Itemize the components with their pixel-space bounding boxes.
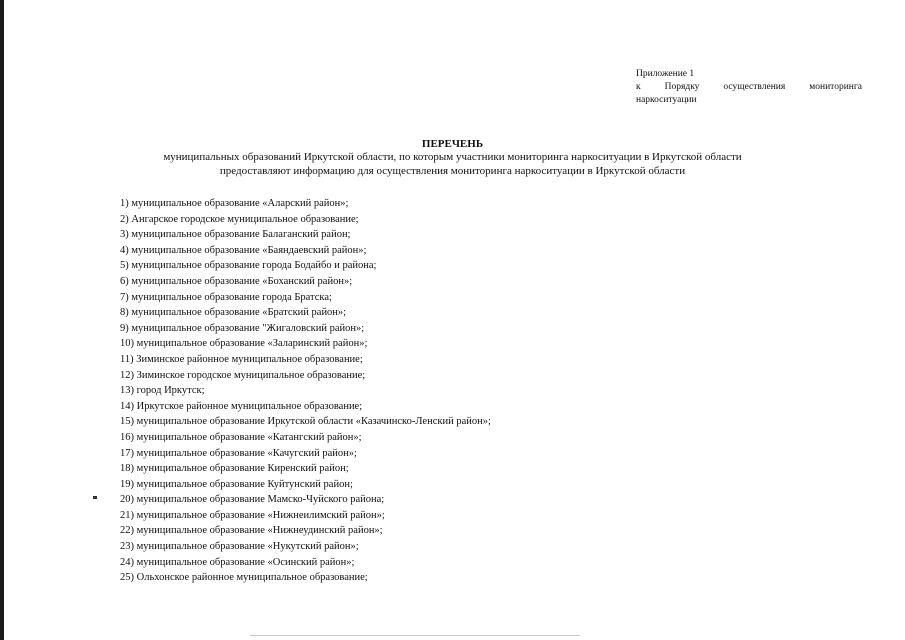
appendix-line-2 — [636, 81, 862, 94]
list-item: 3) муниципальное образование Балаганский район; — [120, 229, 351, 241]
list-item: 6) муниципальное образование «Боханский район»; — [120, 275, 353, 287]
list-item: 15) муниципальное образование Иркутской области «Казачинско-Ленский район»; — [120, 416, 491, 428]
appendix-word: мониторинга — [809, 82, 862, 92]
appendix-word: Порядку — [664, 82, 700, 92]
list-item: 21) муниципальное образование «Нижнеилимский район»; — [120, 509, 385, 521]
list-item: 11) Зиминское районное муниципальное образование; — [120, 353, 363, 365]
list-item: 24) муниципальное образование «Осинский район»; — [120, 556, 355, 568]
subtitle-line-2: предоставляют информацию для осуществления мониторинга наркоситуации в Иркутской области — [219, 164, 686, 177]
scan-speck — [93, 496, 97, 499]
list-item: 10) муниципальное образование «Заларинский район»; — [120, 338, 368, 350]
appendix-line-3: наркоситуации — [636, 95, 697, 105]
list-item: 18) муниципальное образование Киренский район; — [120, 463, 349, 475]
list-item: 5) муниципальное образование города Бодайбо и района; — [120, 260, 377, 272]
list-item: 12) Зиминское городское муниципальное образование; — [120, 369, 366, 381]
list-item: 23) муниципальное образование «Нукутский район»; — [120, 541, 359, 553]
list-item: 9) муниципальное образование "Жигаловский район»; — [120, 322, 365, 334]
list-item: 16) муниципальное образование «Катангский район»; — [120, 431, 362, 443]
municipality-list — [120, 196, 491, 586]
appendix-word: осуществления — [723, 82, 786, 92]
scan-left-edge — [0, 0, 4, 640]
list-item: 22) муниципальное образование «Нижнеудинский район»; — [120, 525, 383, 537]
list-item: 1) муниципальное образование «Аларский район»; — [120, 198, 349, 209]
appendix-line-1: Приложение 1 — [636, 69, 695, 79]
list-item: 7) муниципальное образование города Братска; — [120, 291, 332, 303]
list-item: 8) муниципальное образование «Братский район»; — [120, 307, 347, 319]
list-item: 4) муниципальное образование «Баяндаевский район»; — [120, 244, 367, 256]
appendix-word: к — [636, 82, 641, 92]
list-item: 13) город Иркутск; — [120, 385, 205, 397]
subtitle-line-1: муниципальных образований Иркутской области, по которым участники мониторинга наркоситуации в Иркутской области — [163, 151, 742, 163]
scan-bottom-line — [250, 635, 580, 636]
list-item: 17) муниципальное образование «Качугский район»; — [120, 447, 357, 459]
list-item: 2) Ангарское городское муниципальное образование; — [120, 213, 359, 225]
list-item: 19) муниципальное образование Куйтунский район; — [120, 478, 353, 490]
list-item: 25) Ольхонское районное муниципальное образование; — [120, 572, 368, 584]
list-item: 14) Иркутское районное муниципальное образование; — [120, 400, 363, 412]
document-title: ПЕРЕЧЕНЬ — [421, 138, 484, 150]
document-subtitle — [0, 151, 905, 178]
list-item: 20) муниципальное образование Мамско-Чуйского района; — [120, 494, 385, 506]
appendix-note — [636, 68, 862, 107]
